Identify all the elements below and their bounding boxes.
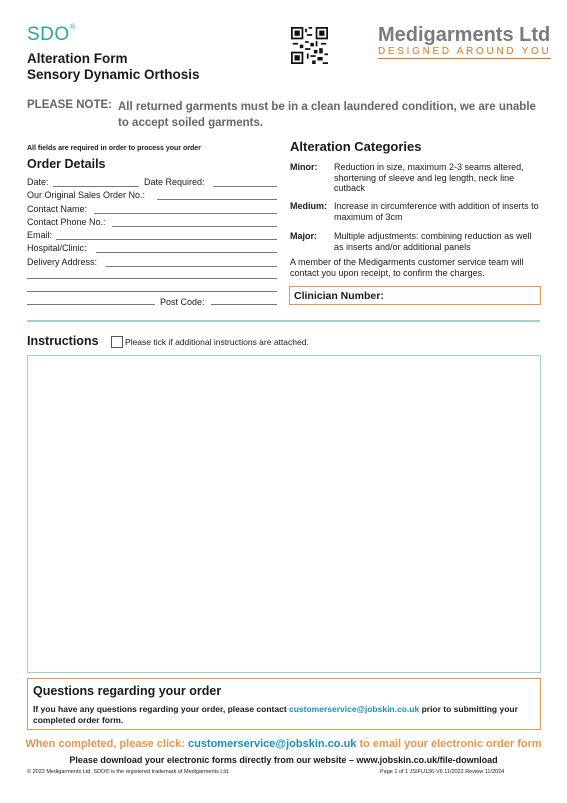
- order-details-heading: Order Details: [27, 157, 106, 171]
- completed-email-link[interactable]: customerservice@jobskin.co.uk: [187, 738, 357, 750]
- date-required-label: Date Required:: [144, 177, 205, 187]
- section-divider: [27, 320, 540, 322]
- brand-name: Medigarments Ltd: [378, 24, 551, 46]
- clinician-number-label: Clinician Number:: [294, 290, 384, 302]
- delivery-field-line-4[interactable]: [27, 304, 155, 305]
- additional-instructions-label: Please tick if additional instructions are attached.: [125, 337, 309, 347]
- title-line-2: Sensory Dynamic Orthosis: [27, 67, 200, 82]
- category-major-label: Major:: [290, 231, 317, 241]
- note-label: PLEASE NOTE:: [27, 99, 112, 111]
- sales-order-label: Our Original Sales Order No.:: [27, 190, 146, 200]
- contact-name-field[interactable]: [94, 213, 277, 214]
- date-label: Date:: [27, 177, 49, 187]
- page-info: Page 1 of 1 JSIFU136-V6 11/2022 Review 11/2024: [380, 769, 505, 775]
- additional-instructions-checkbox[interactable]: [111, 336, 123, 348]
- category-medium-text: Increase in circumference with addition of inserts to maximum of 3cm: [334, 201, 539, 222]
- email-field[interactable]: [56, 239, 277, 240]
- date-required-field[interactable]: [213, 186, 277, 187]
- contact-name-label: Contact Name:: [27, 204, 88, 214]
- category-medium-label: Medium:: [290, 201, 327, 211]
- delivery-field-line-2[interactable]: [27, 278, 277, 279]
- delivery-label: Delivery Address:: [27, 257, 98, 267]
- category-minor-text: Reduction in size, maximum 2-3 seams altered, shortening of sleeve and leg length, neck line cutback: [334, 162, 524, 193]
- contact-phone-field[interactable]: [112, 226, 277, 227]
- instructions-heading: Instructions: [27, 334, 99, 348]
- sales-order-field[interactable]: [157, 199, 277, 200]
- brand-tagline: DESIGNED AROUND YOU: [378, 46, 552, 57]
- post-code-label: Post Code:: [160, 297, 205, 307]
- questions-text: If you have any questions regarding your order, please contact customerservice@jobskin.co.uk prior to submitting your completed order form.: [33, 704, 518, 725]
- email-label: Email:: [27, 230, 53, 240]
- instructions-textarea[interactable]: [27, 355, 541, 673]
- required-note: All fields are required in order to process your order: [27, 145, 201, 152]
- sdo-logo: SDO®: [27, 24, 76, 45]
- category-minor-label: Minor:: [290, 162, 318, 172]
- hospital-field[interactable]: [96, 252, 277, 253]
- alteration-categories-heading: Alteration Categories: [290, 139, 422, 154]
- date-field[interactable]: [53, 186, 139, 187]
- questions-heading: Questions regarding your order: [33, 684, 222, 698]
- contact-phone-label: Contact Phone No.:: [27, 217, 106, 227]
- copyright-text: © 2022 Medigarments Ltd. SDO® is the registered trademark of Medigarments Ltd.: [27, 769, 230, 775]
- questions-email-link[interactable]: customerservice@jobskin.co.uk: [289, 704, 420, 714]
- member-note: A member of the Medigarments customer service team will contact you upon receipt, to confirm the charges.: [290, 257, 524, 278]
- delivery-field-line-1[interactable]: [106, 266, 277, 267]
- hospital-label: Hospital/Clinic:: [27, 243, 87, 253]
- form-title: [27, 51, 200, 83]
- note-text: All returned garments must be in a clean laundered condition, we are unable to accept soiled garments.: [118, 101, 536, 129]
- download-note: Please download your electronic forms directly from our website – www.jobskin.co.uk/file-download: [69, 755, 498, 765]
- title-line-1: Alteration Form: [27, 51, 128, 66]
- post-code-field[interactable]: [211, 304, 277, 305]
- qr-code-icon: [291, 27, 328, 64]
- delivery-field-line-3[interactable]: [27, 291, 277, 292]
- completed-instruction: When completed, please click: customerservice@jobskin.co.uk to email your electronic order form: [25, 738, 542, 750]
- category-major-text: Multiple adjustments: combining reduction as well as inserts and/or additional panels: [334, 231, 532, 252]
